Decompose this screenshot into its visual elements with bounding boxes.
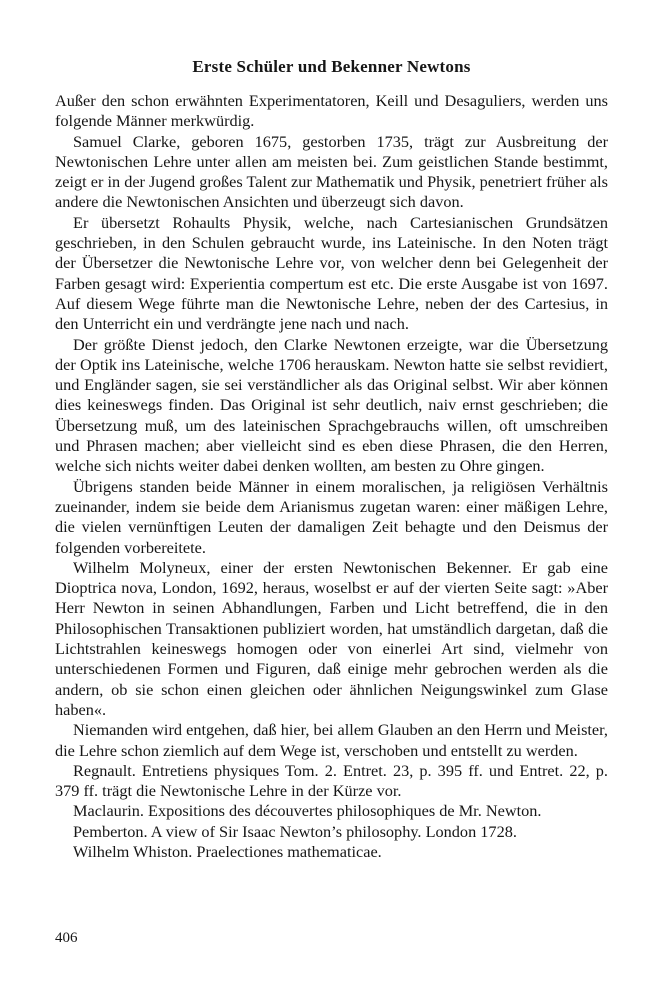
paragraph: Maclaurin. Expositions des découvertes philosophiques de Mr. Newton.	[73, 801, 542, 821]
paragraph: Samuel Clarke, geboren 1675, gestorben 1735, trägt zur Ausbreitung der Newtonischen Lehre unter allen am meisten bei. Zum geistlichen Stande bestimmt, zeigt er in der Jugend großes Talent zur Mathematik und Physik, penetriert früher als andere die Newtonischen Ansichten und überzeugt sich davon.	[55, 131, 608, 212]
paragraph: Regnault. Entretiens physiques Tom. 2. Entret. 23, p. 395 ff. und Entret. 22, p. 379 ff. trägt die Newtonische Lehre in der Kürze vor.	[55, 760, 608, 801]
paragraph: Der größte Dienst jedoch, den Clarke Newtonen erzeigte, war die Übersetzung der Optik ins Lateinische, welche 1706 herauskam. Newton hatte sie selbst revidiert, und Engländer sagen, sie sei verständlicher als das Original selbst. Wir aber können dies keineswegs finden. Das Original ist sehr deutlich, naiv ernst geschrieben; die Übersetzung muß, um des lateinischen Sprachgebrauchs willen, oft umschreiben und Phrasen machen; aber vielleicht sind es eben diese Phrasen, die den Herren, welche sich nichts weiter dabei denken wollten, am besten zu Ohre gingen.	[55, 334, 608, 476]
paragraph: Niemanden wird entgehen, daß hier, bei allem Glauben an den Herrn und Meister, die Lehre schon ziemlich auf dem Wege ist, verschoben und entstellt zu werden.	[55, 720, 608, 760]
paragraph: Wilhelm Molyneux, einer der ersten Newtonischen Bekenner. Er gab eine Dioptrica nova, London, 1692, heraus, woselbst er auf der vierten Seite sagt: »Aber Herr Newton in seinen Abhandlungen, Farben und Licht betreffend, die in den Philosophischen Transaktionen publiziert worden, hat umständlich dargetan, daß die Lichtstrahlen keineswegs homogen oder von einerlei Art sind, vielmehr von unterschiedenen Formen und Figuren, daß einige mehr gebrochen werden als die andern, ob sie schon einen gleichen oder ähnlichen Neigungswinkel zum Glase haben«.	[55, 557, 608, 719]
paragraph: Wilhelm Whiston. Praelectiones mathematicae.	[73, 841, 382, 861]
page-number: 406	[55, 930, 78, 946]
paragraph: Außer den schon erwähnten Experimentatoren, Keill und Desaguliers, werden uns folgende Männer merkwürdig.	[55, 91, 608, 131]
paragraph: Pemberton. A view of Sir Isaac Newton’s philosophy. London 1728.	[73, 821, 517, 841]
text-block	[55, 57, 608, 862]
page-title: Erste Schüler und Bekenner Newtons	[192, 57, 471, 76]
paragraph: Übrigens standen beide Männer in einem moralischen, ja religiösen Verhältnis zueinander, indem sie beide dem Arianismus zugetan waren: einer mäßigen Lehre, die vielen vernünftigen Leuten der damaligen Zeit behagte und den Deismus der folgenden vorbereitete.	[55, 476, 608, 557]
paragraph: Er übersetzt Rohaults Physik, welche, nach Cartesianischen Grundsätzen geschrieben, in den Schulen gebraucht wurde, ins Lateinische. In den Noten trägt der Übersetzer die Newtonische Lehre vor, von welcher denn bei Gelegenheit der Farben gesagt wird: Experientia compertum est etc. Die erste Ausgabe ist von 1697. Auf diesem Wege führte man die Newtonische Lehre, neben der des Cartesius, in den Unterricht ein und verdrängte jene nach und nach.	[55, 212, 608, 334]
